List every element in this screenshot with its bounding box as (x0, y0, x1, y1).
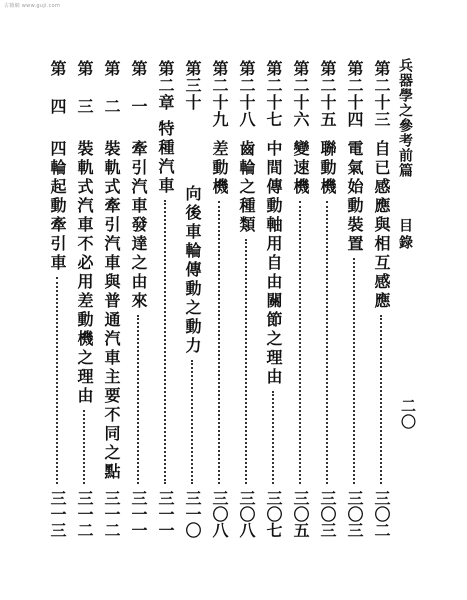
toc-leader-dots (191, 360, 193, 484)
toc-entry-number: 第二十八 (237, 60, 256, 128)
toc-entry-title: 中間傳動軸用自由關節之理由 (264, 140, 283, 387)
toc-entry-page: 三〇八 (237, 490, 256, 538)
toc-leader-dots (56, 277, 58, 484)
toc-entry (181, 0, 203, 600)
toc-entry-page: 三一三 (48, 490, 67, 538)
toc-entry (343, 0, 365, 600)
toc-leader-dots (299, 201, 301, 484)
toc-leader-dots (164, 200, 166, 484)
toc-entry-page: 三〇三 (345, 490, 364, 538)
toc-entry-number: 第三 (75, 60, 94, 136)
toc-entry-title: 電氣始動裝置 (345, 140, 364, 254)
toc-entry-number: 第二十六 (291, 60, 310, 128)
toc-entry (73, 0, 95, 600)
watermark: 古籍網 www.guji.com (4, 3, 61, 9)
toc-entry (262, 0, 284, 600)
toc-entry-number: 第二十三 (372, 60, 391, 128)
toc-entry-page: 三一〇 (183, 490, 202, 538)
toc-leader-dots (245, 239, 247, 484)
toc-leader-dots (353, 258, 355, 484)
toc-entry (235, 0, 257, 600)
toc-entry-page: 三一一 (156, 490, 175, 538)
toc-entry (127, 0, 149, 600)
page-number: 二〇 (399, 398, 417, 430)
toc-entry-number: 第二十七 (264, 60, 283, 128)
toc-entry-title: 自已感應與相互感應 (372, 140, 391, 311)
toc-entry-page: 三〇三 (318, 490, 337, 538)
toc-entry-title: 齒輪之種類 (237, 140, 256, 235)
toc-entry-page: 三一二 (102, 490, 121, 538)
section-label: 目錄 (397, 218, 413, 252)
toc-entry-page: 三〇八 (210, 490, 229, 538)
toc-entry (370, 0, 392, 600)
toc-entry-number: 第二 (102, 60, 121, 136)
toc-entry-number: 第三十 (183, 60, 202, 111)
toc-entry-title: 牽引汽車發達之由來 (129, 140, 148, 311)
toc-entry (154, 0, 176, 600)
toc-leader-dots (137, 315, 139, 484)
toc-entry-number: 第二十四 (345, 60, 364, 128)
toc-entry-page: 三一一 (129, 490, 148, 538)
toc-leader-dots (380, 315, 382, 484)
toc-entry-title: 特種汽車 (156, 120, 175, 196)
toc-leader-dots (83, 410, 85, 484)
toc-entry-page: 三一二 (75, 490, 94, 538)
toc-entry (46, 0, 68, 600)
toc-entry-title: 差動機 (210, 140, 229, 197)
toc-leader-dots (326, 201, 328, 484)
toc-entry-number: 第二十五 (318, 60, 337, 128)
toc-entry-page: 三〇七 (264, 490, 283, 538)
toc-entry (100, 0, 122, 600)
toc-entry-title: 四輪起動牽引車 (48, 140, 67, 273)
toc-entry-title: 變速機 (291, 140, 310, 197)
toc-entry-title: 裝軌式汽車不必用差動機之理由 (75, 140, 94, 406)
book-title: 兵器學之參考前篇 (397, 58, 413, 178)
toc-entry (208, 0, 230, 600)
toc-leader-dots (218, 201, 220, 484)
toc-leader-dots (272, 391, 274, 484)
toc-entry-page: 三〇五 (291, 490, 310, 538)
toc-entry-number: 第一 (129, 60, 148, 136)
toc-entry-page: 三〇二 (372, 490, 391, 538)
toc-entry-number: 第四 (48, 60, 67, 136)
toc-entry (289, 0, 311, 600)
toc-entry-title: 裝軌式牽引汽車與普通汽車主要不同之點 (102, 140, 121, 482)
toc-entry-title: 聯動機 (318, 140, 337, 197)
toc-entry (316, 0, 338, 600)
toc-entry-title: 向後車輪傳動之動力 (183, 185, 202, 356)
toc-entry-number: 第二十九 (210, 60, 229, 128)
toc-entry-number: 第二章 (156, 60, 175, 111)
